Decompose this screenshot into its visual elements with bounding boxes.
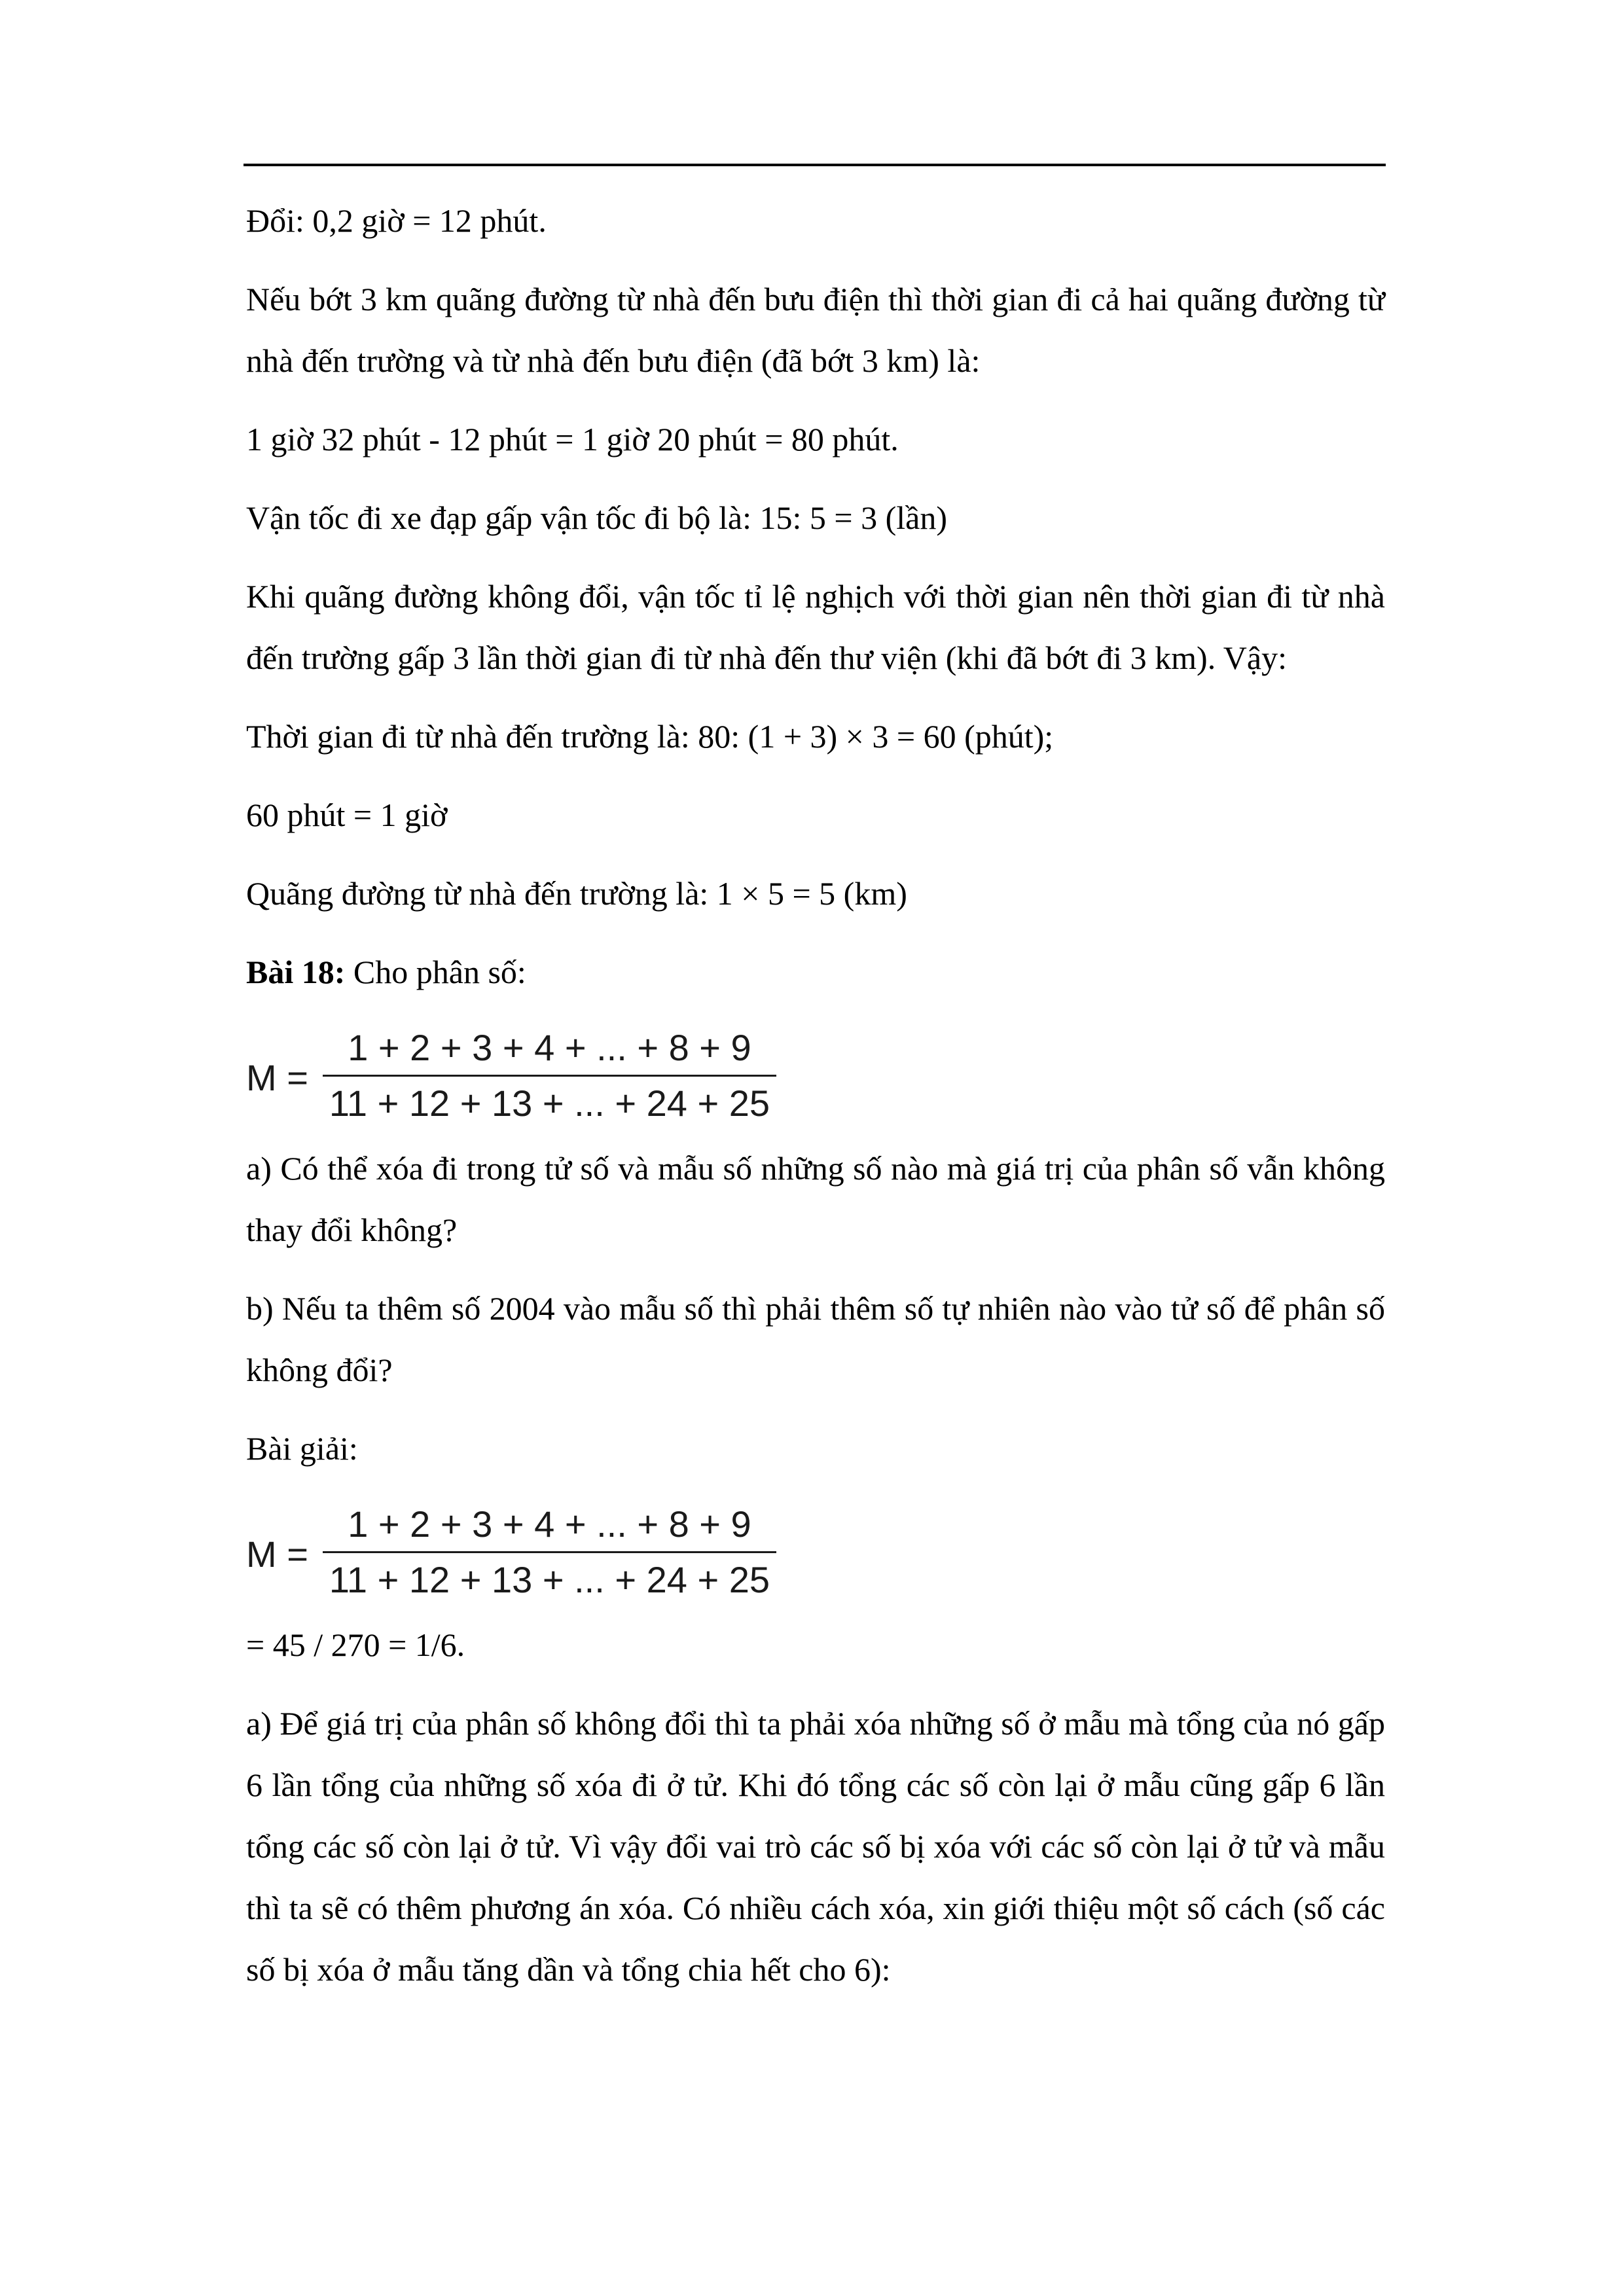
solution-heading: Bài giải: bbox=[246, 1430, 358, 1467]
problem-intro: Cho phân số: bbox=[345, 954, 526, 990]
question-a: a) Có thể xóa đi trong tử số và mẫu số những số nào mà giá trị của phân số vẫn không thay đổi không? bbox=[246, 1150, 1385, 1248]
fraction-formula-solution bbox=[246, 1496, 1385, 1607]
paragraph-conversion: Đổi: 0,2 giờ = 12 phút. bbox=[246, 202, 547, 239]
header-rule bbox=[244, 164, 1386, 166]
fraction-numerator: 1 + 2 + 3 + 4 + ... + 8 + 9 bbox=[348, 1026, 751, 1068]
paragraph-minutes-to-hours: 60 phút = 1 giờ bbox=[246, 797, 448, 833]
fraction-denominator: 11 + 12 + 13 + ... + 24 + 25 bbox=[329, 1082, 770, 1124]
formula-lhs: M = bbox=[246, 1534, 308, 1575]
fraction-formula bbox=[246, 1020, 1385, 1131]
paragraph-distance-to-school: Quãng đường từ nhà đến trường là: 1 × 5 = 5 (km) bbox=[246, 875, 907, 912]
paragraph-reduce-distance: Nếu bớt 3 km quãng đường từ nhà đến bưu điện thì thời gian đi cả hai quãng đường từ nhà đến trường và từ nhà đến bưu điện (đã bớt 3 km) là: bbox=[246, 281, 1385, 379]
fraction-denominator: 11 + 12 + 13 + ... + 24 + 25 bbox=[329, 1558, 770, 1600]
formula-lhs: M = bbox=[246, 1057, 308, 1098]
problem-label: Bài 18: bbox=[246, 954, 346, 990]
answer-a: a) Để giá trị của phân số không đổi thì ta phải xóa những số ở mẫu mà tổng của nó gấp 6 lần tổng của những số xóa đi ở tử. Khi đó tổng các số còn lại ở mẫu cũng gấp 6 lần tổng các số còn lại ở tử. Vì vậy đổi vai trò các số bị xóa với các số còn lại ở tử và mẫu thì ta sẽ có thêm phương án xóa. Có nhiều cách xóa, xin giới thiệu một số cách (số các số bị xóa ở mẫu tăng dần và tổng chia hết cho 6): bbox=[246, 1705, 1385, 1988]
paragraph-speed-ratio: Vận tốc đi xe đạp gấp vận tốc đi bộ là: 15: 5 = 3 (lần) bbox=[246, 499, 947, 536]
question-b: b) Nếu ta thêm số 2004 vào mẫu số thì phải thêm số tự nhiên nào vào tử số để phân số không đổi? bbox=[246, 1290, 1385, 1388]
fraction-numerator: 1 + 2 + 3 + 4 + ... + 8 + 9 bbox=[348, 1503, 751, 1545]
problem-heading bbox=[246, 941, 1385, 1003]
fraction bbox=[323, 1503, 776, 1602]
fraction-result: = 45 / 270 = 1/6. bbox=[246, 1626, 465, 1663]
paragraph-inverse-proportion: Khi quãng đường không đổi, vận tốc tỉ lệ nghịch với thời gian nên thời gian đi từ nhà đến trường gấp 3 lần thời gian đi từ nhà đến thư viện (khi đã bớt đi 3 km). Vậy: bbox=[246, 578, 1385, 676]
fraction bbox=[323, 1026, 776, 1125]
page-content bbox=[246, 190, 1385, 2017]
paragraph-time-calc: 1 giờ 32 phút - 12 phút = 1 giờ 20 phút = 80 phút. bbox=[246, 421, 899, 457]
paragraph-time-to-school: Thời gian đi từ nhà đến trường là: 80: (1 + 3) × 3 = 60 (phút); bbox=[246, 718, 1054, 755]
